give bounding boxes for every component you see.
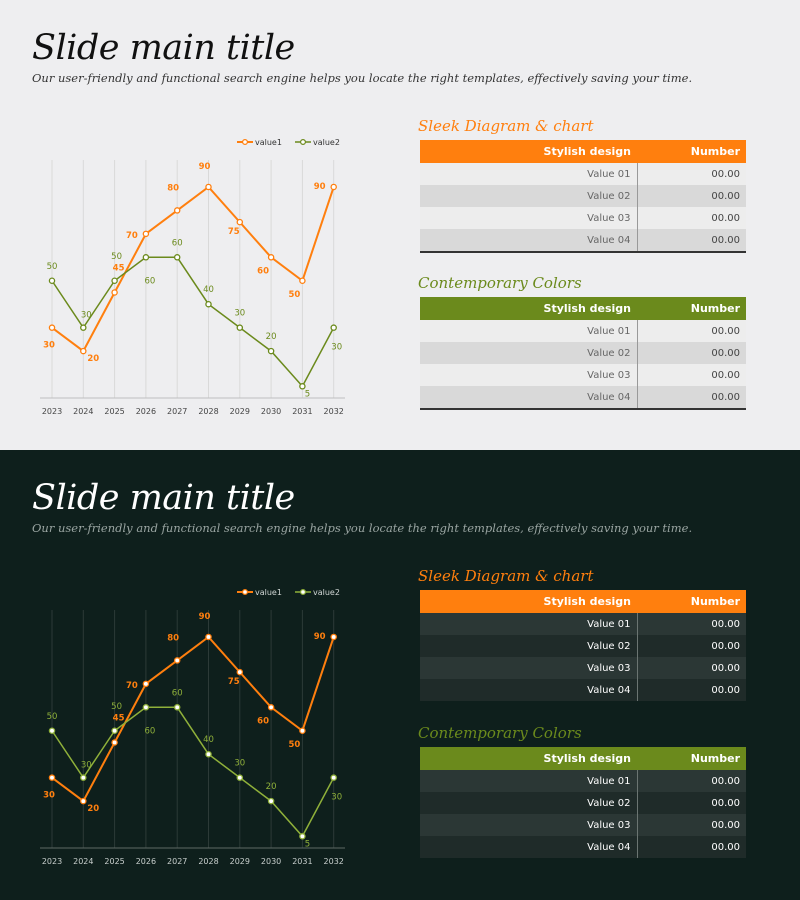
x-tick-label: 2026 [135, 857, 157, 866]
data-point [237, 325, 242, 330]
table-header-row [420, 747, 746, 770]
slide-title: Slide main title [32, 478, 295, 518]
data-point [269, 349, 274, 354]
data-table-green [420, 297, 746, 410]
table-cell-label: Value 02 [420, 792, 637, 814]
data-label: 50 [46, 261, 58, 272]
slide-title: Slide main title [32, 28, 295, 68]
data-point [269, 799, 274, 804]
data-point [331, 775, 336, 780]
column-header: Stylish design [420, 297, 637, 320]
x-tick-label: 2027 [167, 857, 188, 866]
x-tick-label: 2026 [135, 407, 157, 416]
table-row [420, 207, 746, 229]
data-point [237, 670, 242, 675]
table-cell-label: Value 04 [420, 229, 637, 252]
table-header-row [420, 590, 746, 613]
x-tick-label: 2029 [229, 407, 250, 416]
x-tick-label: 2030 [260, 407, 282, 416]
data-label: 60 [171, 688, 183, 699]
data-point [206, 302, 211, 307]
legend-marker [301, 140, 306, 145]
x-tick-label: 2031 [292, 407, 313, 416]
table-row [420, 836, 746, 858]
data-label: 5 [304, 839, 311, 850]
section-heading-colors: Contemporary Colors [418, 274, 582, 292]
slide-dark [0, 450, 800, 900]
data-point [143, 255, 148, 260]
data-label: 90 [313, 181, 326, 192]
table-row [420, 229, 746, 252]
x-tick-label: 2032 [323, 857, 344, 866]
table-row [420, 364, 746, 386]
table-cell-label: Value 03 [420, 657, 637, 679]
legend-marker [243, 140, 248, 145]
data-point [269, 705, 274, 710]
table-cell-value: 00.00 [637, 163, 746, 185]
data-label: 50 [46, 711, 58, 722]
data-point [331, 634, 336, 639]
table-cell-value: 00.00 [637, 770, 746, 792]
table-row [420, 635, 746, 657]
table-cell-label: Value 01 [420, 320, 637, 342]
data-point [300, 384, 305, 389]
column-header: Number [637, 297, 746, 320]
data-table-orange [420, 590, 746, 701]
table-header-row [420, 140, 746, 163]
data-table-orange [420, 140, 746, 253]
table-cell-label: Value 01 [420, 163, 637, 185]
data-label: 60 [257, 716, 270, 727]
table-cell-value: 00.00 [637, 814, 746, 836]
data-point [81, 325, 86, 330]
table-cell-label: Value 03 [420, 207, 637, 229]
data-point [300, 728, 305, 733]
data-label: 50 [111, 701, 123, 712]
data-point [300, 278, 305, 283]
table-row [420, 342, 746, 364]
data-label: 90 [313, 631, 326, 642]
data-label: 20 [265, 332, 277, 343]
data-label: 20 [87, 804, 100, 815]
legend-label: value1 [255, 138, 282, 147]
section-heading-colors: Contemporary Colors [418, 724, 582, 742]
slide-subtitle: Our user-friendly and functional search engine helps you locate the right templates, effectively saving your time. [32, 71, 693, 85]
data-label: 5 [304, 389, 311, 400]
table-cell-value: 00.00 [637, 657, 746, 679]
data-label: 30 [234, 758, 246, 769]
data-point [331, 184, 336, 189]
table-cell-label: Value 03 [420, 364, 637, 386]
data-label: 75 [227, 227, 240, 238]
table-row [420, 770, 746, 792]
data-label: 30 [80, 310, 92, 321]
table-cell-value: 00.00 [637, 635, 746, 657]
table-cell-label: Value 04 [420, 679, 637, 701]
table-cell-value: 00.00 [637, 207, 746, 229]
data-label: 30 [331, 792, 343, 803]
table-cell-value: 00.00 [637, 185, 746, 207]
line-chart [0, 0, 400, 450]
data-label: 50 [288, 289, 301, 300]
data-point [331, 325, 336, 330]
data-point [49, 728, 54, 733]
data-label: 30 [234, 308, 246, 319]
data-point [112, 728, 117, 733]
data-point [175, 705, 180, 710]
x-tick-label: 2031 [292, 857, 313, 866]
section-heading-sleek: Sleek Diagram & chart [418, 117, 594, 135]
data-label: 40 [203, 735, 214, 746]
data-point [81, 349, 86, 354]
table-cell-value: 00.00 [637, 386, 746, 409]
data-point [112, 278, 117, 283]
table-cell-label: Value 02 [420, 635, 637, 657]
table-header-row [420, 297, 746, 320]
table-row [420, 814, 746, 836]
legend-label: value2 [313, 138, 340, 147]
x-tick-label: 2027 [167, 407, 188, 416]
line-chart [0, 450, 400, 900]
legend-label: value2 [313, 588, 340, 597]
table-row [420, 613, 746, 635]
data-point [49, 278, 54, 283]
data-point [175, 255, 180, 260]
table-cell-label: Value 02 [420, 342, 637, 364]
column-header: Number [637, 747, 746, 770]
table-row [420, 386, 746, 409]
data-label: 20 [87, 354, 100, 365]
series-line-value1 [52, 637, 334, 801]
data-table-green [420, 747, 746, 858]
data-point [206, 184, 211, 189]
table-cell-value: 00.00 [637, 613, 746, 635]
table-cell-label: Value 02 [420, 185, 637, 207]
data-label: 50 [111, 251, 123, 262]
data-label: 30 [43, 790, 55, 801]
table-row [420, 163, 746, 185]
data-point [143, 231, 148, 236]
table-cell-label: Value 04 [420, 386, 637, 409]
x-tick-label: 2023 [41, 857, 63, 866]
table-cell-value: 00.00 [637, 364, 746, 386]
data-label: 60 [144, 726, 156, 737]
data-label: 30 [43, 340, 55, 351]
data-label: 20 [265, 782, 277, 793]
data-label: 90 [198, 611, 211, 622]
table-row [420, 185, 746, 207]
column-header: Stylish design [420, 590, 637, 613]
data-label: 30 [80, 760, 92, 771]
data-point [143, 705, 148, 710]
table-cell-label: Value 01 [420, 613, 637, 635]
data-label: 30 [331, 342, 343, 353]
legend-marker [243, 590, 248, 595]
x-tick-label: 2024 [73, 407, 94, 416]
table-row [420, 657, 746, 679]
table-cell-value: 00.00 [637, 679, 746, 701]
data-label: 80 [167, 183, 180, 194]
data-label: 60 [257, 266, 270, 277]
data-label: 40 [203, 285, 214, 296]
data-label: 70 [125, 680, 138, 691]
table-cell-value: 00.00 [637, 836, 746, 858]
data-point [206, 752, 211, 757]
data-point [206, 634, 211, 639]
data-point [81, 775, 86, 780]
x-tick-label: 2029 [229, 857, 250, 866]
table-cell-value: 00.00 [637, 320, 746, 342]
x-tick-label: 2023 [41, 407, 63, 416]
data-label: 90 [198, 161, 211, 172]
data-point [175, 208, 180, 213]
data-point [49, 325, 54, 330]
x-tick-label: 2024 [73, 857, 94, 866]
data-point [237, 775, 242, 780]
x-tick-label: 2028 [198, 407, 219, 416]
table-cell-value: 00.00 [637, 342, 746, 364]
series-line-value2 [52, 257, 334, 386]
legend-marker [301, 590, 306, 595]
data-point [300, 834, 305, 839]
column-header: Stylish design [420, 140, 637, 163]
x-tick-label: 2025 [104, 857, 125, 866]
data-point [49, 775, 54, 780]
column-header: Stylish design [420, 747, 637, 770]
section-heading-sleek: Sleek Diagram & chart [418, 567, 594, 585]
data-point [143, 681, 148, 686]
legend-label: value1 [255, 588, 282, 597]
data-point [175, 658, 180, 663]
slide-subtitle: Our user-friendly and functional search engine helps you locate the right templates, effectively saving your time. [32, 521, 693, 535]
column-header: Number [637, 590, 746, 613]
table-cell-value: 00.00 [637, 229, 746, 252]
x-tick-label: 2028 [198, 857, 219, 866]
data-label: 45 [112, 263, 125, 274]
data-label: 75 [227, 677, 240, 688]
data-label: 50 [288, 739, 301, 750]
table-cell-label: Value 03 [420, 814, 637, 836]
x-tick-label: 2032 [323, 407, 344, 416]
data-point [237, 220, 242, 225]
data-point [112, 290, 117, 295]
x-tick-label: 2025 [104, 407, 125, 416]
table-cell-value: 00.00 [637, 792, 746, 814]
x-tick-label: 2030 [260, 857, 282, 866]
data-label: 60 [144, 276, 156, 287]
data-label: 80 [167, 633, 180, 644]
table-row [420, 792, 746, 814]
series-line-value1 [52, 187, 334, 351]
table-cell-label: Value 04 [420, 836, 637, 858]
data-point [269, 255, 274, 260]
data-point [112, 740, 117, 745]
data-label: 45 [112, 713, 125, 724]
data-label: 60 [171, 238, 183, 249]
data-label: 70 [125, 230, 138, 241]
table-row [420, 320, 746, 342]
column-header: Number [637, 140, 746, 163]
table-cell-label: Value 01 [420, 770, 637, 792]
table-row [420, 679, 746, 701]
data-point [81, 799, 86, 804]
series-line-value2 [52, 707, 334, 836]
